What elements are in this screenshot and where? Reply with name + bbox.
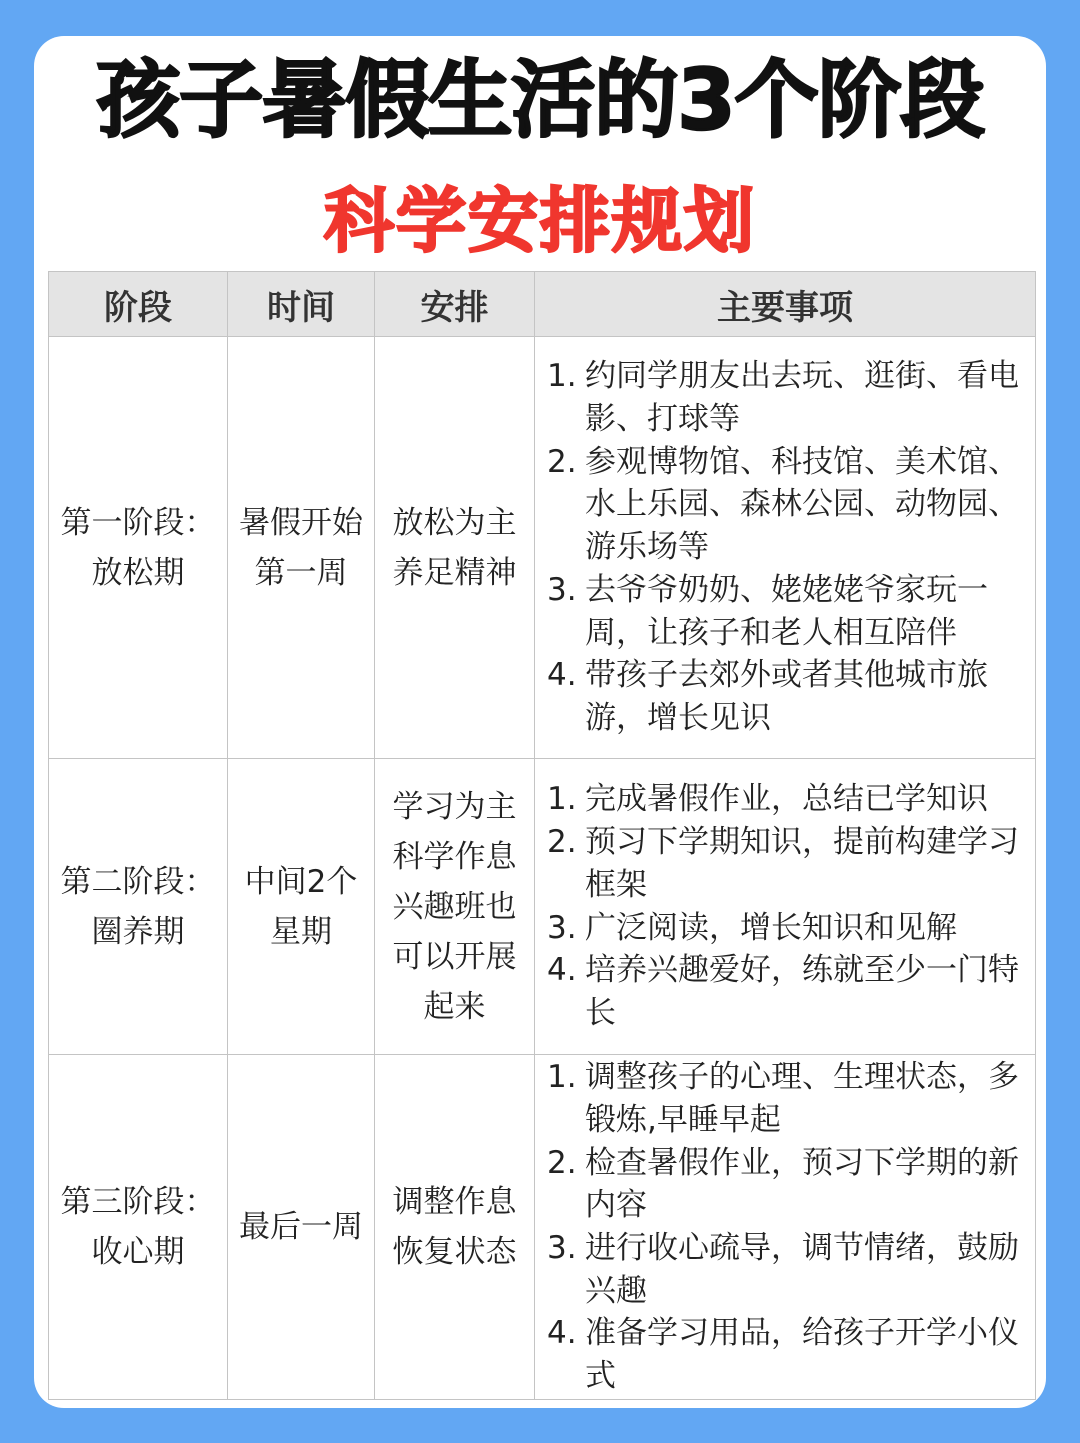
item-number: 1. bbox=[547, 1059, 577, 1096]
plan-line: 学习为主 bbox=[392, 788, 517, 825]
item-number: 4. bbox=[547, 952, 577, 989]
item-number: 3. bbox=[547, 571, 577, 608]
list-item bbox=[547, 355, 1025, 440]
plan-line: 恢复状态 bbox=[392, 1234, 517, 1270]
list-item bbox=[547, 821, 1025, 906]
stage-label: 第一阶段： bbox=[60, 504, 216, 541]
item-text: 约同学朋友出去玩、逛街、看电影、打球等 bbox=[585, 358, 1019, 438]
item-text: 完成暑假作业，总结已学知识 bbox=[585, 781, 988, 818]
item-number: 4. bbox=[547, 657, 577, 694]
item-text: 准备学习用品，给孩子开学小仪式 bbox=[585, 1315, 1019, 1395]
header-time: 时间 bbox=[228, 272, 375, 337]
stage-cell bbox=[49, 1055, 228, 1400]
plan-line: 养足精神 bbox=[392, 554, 517, 591]
header-stage: 阶段 bbox=[49, 272, 228, 337]
plan-line: 兴趣班也 bbox=[392, 888, 517, 925]
time-line: 中间2个 bbox=[244, 863, 358, 900]
plan-line: 调整作息 bbox=[392, 1184, 517, 1220]
stage-name: 圈养期 bbox=[91, 913, 185, 950]
item-text: 广泛阅读，增长知识和见解 bbox=[585, 909, 957, 946]
stage-cell bbox=[49, 759, 228, 1055]
stage-name: 收心期 bbox=[91, 1234, 185, 1270]
item-number: 2. bbox=[547, 824, 577, 861]
plan-cell bbox=[375, 337, 535, 759]
item-text: 调整孩子的心理、生理状态，多锻炼,早睡早起 bbox=[585, 1059, 1019, 1138]
plan-cell bbox=[375, 1055, 535, 1400]
schedule-table bbox=[48, 271, 1036, 1400]
item-number: 3. bbox=[547, 1230, 577, 1266]
stage-cell bbox=[49, 337, 228, 759]
time-line: 第一周 bbox=[254, 554, 348, 591]
item-text: 培养兴趣爱好，练就至少一门特长 bbox=[585, 952, 1019, 1031]
list-item bbox=[547, 654, 1025, 739]
item-number: 1. bbox=[547, 781, 577, 818]
plan-line: 可以开展 bbox=[392, 938, 517, 975]
item-number: 3. bbox=[547, 909, 577, 946]
list-item bbox=[547, 1312, 1025, 1397]
item-text: 检查暑假作业，预习下学期的新内容 bbox=[585, 1144, 1019, 1224]
stage-name: 放松期 bbox=[91, 554, 185, 591]
item-number: 4. bbox=[547, 1315, 577, 1352]
items-cell bbox=[535, 337, 1036, 759]
table-header-row bbox=[49, 272, 1036, 337]
item-number: 2. bbox=[547, 443, 577, 480]
time-line: 最后一周 bbox=[239, 1209, 363, 1245]
stage-label: 第三阶段： bbox=[60, 1184, 216, 1220]
item-text: 去爷爷奶奶、姥姥姥爷家玩一周，让孩子和老人相互陪伴 bbox=[585, 571, 988, 651]
table-row bbox=[49, 337, 1036, 759]
items-cell bbox=[535, 759, 1036, 1055]
list-item bbox=[547, 1227, 1025, 1312]
item-number: 1. bbox=[547, 358, 577, 395]
list-item bbox=[547, 949, 1025, 1034]
list-item bbox=[547, 778, 1025, 821]
table-row bbox=[49, 1055, 1036, 1400]
page-title: 孩子暑假生活的3个阶段 bbox=[96, 51, 984, 149]
time-line: 暑假开始 bbox=[239, 504, 363, 541]
header-plan: 安排 bbox=[375, 272, 535, 337]
list-item bbox=[547, 569, 1025, 654]
list-item bbox=[547, 441, 1025, 569]
item-text: 进行收心疏导，调节情绪，鼓励兴趣 bbox=[585, 1230, 1019, 1309]
table-row bbox=[49, 759, 1036, 1055]
time-cell bbox=[228, 337, 375, 759]
page-subtitle: 科学安排规划 bbox=[324, 180, 756, 262]
items-list bbox=[547, 1056, 1025, 1398]
items-list bbox=[547, 778, 1025, 1034]
stage-label: 第二阶段： bbox=[60, 863, 216, 900]
list-item bbox=[547, 1056, 1025, 1141]
items-cell bbox=[535, 1055, 1036, 1400]
items-list bbox=[547, 355, 1025, 739]
plan-line: 科学作息 bbox=[392, 838, 517, 875]
list-item bbox=[547, 1142, 1025, 1227]
item-text: 参观博物馆、科技馆、美术馆、水上乐园、森林公园、动物园、游乐场等 bbox=[585, 443, 1019, 566]
time-cell bbox=[228, 759, 375, 1055]
plan-cell bbox=[375, 759, 535, 1055]
item-number: 2. bbox=[547, 1144, 577, 1181]
time-cell bbox=[228, 1055, 375, 1400]
plan-line: 放松为主 bbox=[392, 504, 517, 541]
header-main-items: 主要事项 bbox=[535, 272, 1036, 337]
plan-line: 起来 bbox=[423, 988, 486, 1025]
time-line: 星期 bbox=[270, 913, 332, 950]
item-text: 带孩子去郊外或者其他城市旅游，增长见识 bbox=[585, 657, 988, 736]
list-item bbox=[547, 907, 1025, 950]
item-text: 预习下学期知识，提前构建学习框架 bbox=[585, 824, 1019, 903]
